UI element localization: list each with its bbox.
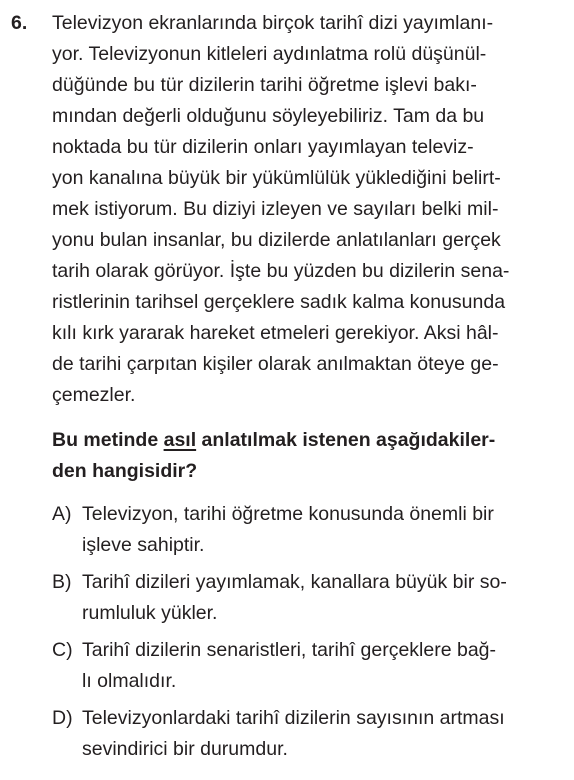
option-c[interactable] xyxy=(52,635,567,703)
option-line: rumluluk yükler. xyxy=(82,602,218,624)
question-prompt xyxy=(52,425,567,487)
option-a[interactable] xyxy=(52,499,567,567)
option-letter: A) xyxy=(52,503,72,525)
passage-line: yonu bulan insanlar, bu dizilerde anlatılanları gerçek xyxy=(52,229,501,251)
option-letter: B) xyxy=(52,571,72,593)
passage-line: ristlerinin tarihsel gerçeklere sadık kalma konusunda xyxy=(52,291,506,313)
passage-line: mek istiyorum. Bu diziyi izleyen ve sayıları belki mil- xyxy=(52,198,499,220)
option-line: işleve sahiptir. xyxy=(82,534,205,556)
passage-line: mından değerli olduğunu söyleyebiliriz. Tam da bu xyxy=(52,105,485,127)
option-text xyxy=(82,703,505,765)
answer-options xyxy=(52,499,567,771)
passage xyxy=(52,8,567,411)
prompt-text: Bu metinde xyxy=(52,429,164,451)
passage-line: Televizyon ekranlarında birçok tarihî dizi yayımlanı- xyxy=(52,12,494,34)
option-text xyxy=(82,567,507,629)
option-text xyxy=(82,499,494,561)
passage-line: kılı kırk yararak hareket etmeleri gerekiyor. Aksi hâl- xyxy=(52,322,499,344)
question-number: 6. xyxy=(11,12,28,34)
prompt-line-1 xyxy=(52,425,567,456)
option-text xyxy=(82,635,496,697)
option-line: Televizyonlardaki tarihî dizilerin sayısının artması xyxy=(82,707,505,729)
option-d[interactable] xyxy=(52,703,567,771)
prompt-text: anlatılmak istenen aşağıdakiler- xyxy=(196,429,496,451)
passage-line: düğünde bu tür dizilerin tarihi öğretme işlevi bakı- xyxy=(52,74,477,96)
option-line: Televizyon, tarihi öğretme konusunda önemli bir xyxy=(82,503,494,525)
option-b[interactable] xyxy=(52,567,567,635)
passage-line: yor. Televizyonun kitleleri aydınlatma rolü düşünül- xyxy=(52,43,487,65)
option-line: lı olmalıdır. xyxy=(82,670,177,692)
prompt-line-2: den hangisidir? xyxy=(52,460,198,482)
passage-line: yon kanalına büyük bir yükümlülük yüklediğini belirt- xyxy=(52,167,501,189)
option-letter: C) xyxy=(52,639,73,661)
prompt-emphasis: asıl xyxy=(163,429,197,451)
passage-line: noktada bu tür dizilerin onları yayımlayan televiz- xyxy=(52,136,474,158)
option-line: Tarihî dizileri yayımlamak, kanallara büyük bir so- xyxy=(82,571,507,593)
option-line: sevindirici bir durumdur. xyxy=(82,738,288,760)
passage-line: çemezler. xyxy=(52,384,136,406)
option-letter: D) xyxy=(52,707,73,729)
passage-line: tarih olarak görüyor. İşte bu yüzden bu dizilerin sena- xyxy=(52,260,510,282)
option-line: Tarihî dizilerin senaristleri, tarihî gerçeklere bağ- xyxy=(82,639,497,661)
passage-line: de tarihi çarpıtan kişiler olarak anılmaktan öteye ge- xyxy=(52,353,499,375)
